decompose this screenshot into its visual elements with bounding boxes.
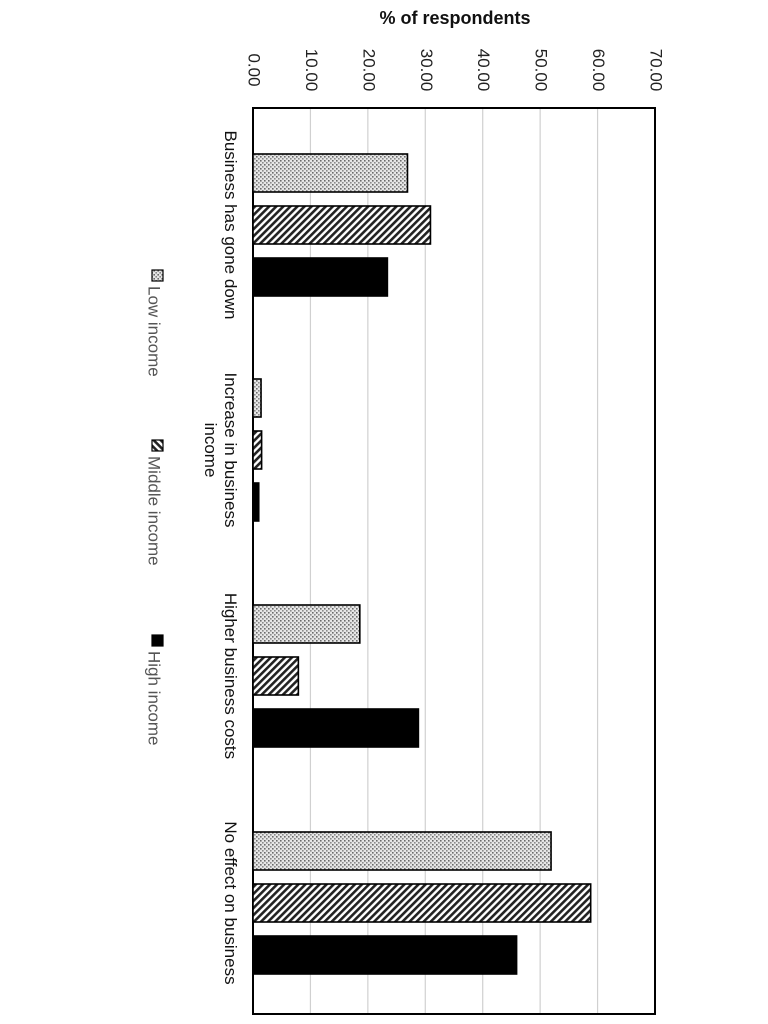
legend-label: High income [144,651,164,746]
bar-middle-income [253,206,430,244]
bar-high-income [253,483,259,521]
bar-high-income [253,936,517,974]
category-label: Business has gone down [221,130,240,320]
bar-low-income [253,154,407,192]
bar-low-income [253,379,261,417]
category-label: Higher business costs [221,592,240,760]
bar-middle-income [253,657,298,695]
legend-label: Middle income [144,456,164,566]
legend-swatch [152,635,163,646]
category-label: No effect on business [221,821,240,985]
axis-tick-label: 50.00 [531,48,551,92]
bar-low-income [253,605,360,643]
axis-tick-label: 40.00 [474,48,494,92]
axis-tick-label: 70.00 [646,48,666,92]
axis-tick-label: 10.00 [301,48,321,92]
bar-low-income [253,832,551,870]
bar-high-income [253,709,418,747]
bar-high-income [253,258,387,296]
category-label: Increase in businessincome [201,372,240,528]
legend-swatch [152,270,163,281]
legend-label: Low income [144,286,164,377]
bar-middle-income [253,884,591,922]
legend [145,270,164,746]
axis-tick-label: 30.00 [416,48,436,92]
bar-middle-income [253,431,262,469]
axis-title: % of respondents [379,8,531,28]
legend-swatch [152,440,163,451]
axis-tick-label: 20.00 [359,48,379,92]
axis-tick-label: 60.00 [589,48,609,92]
axis-tick-label: 0.00 [244,53,264,87]
